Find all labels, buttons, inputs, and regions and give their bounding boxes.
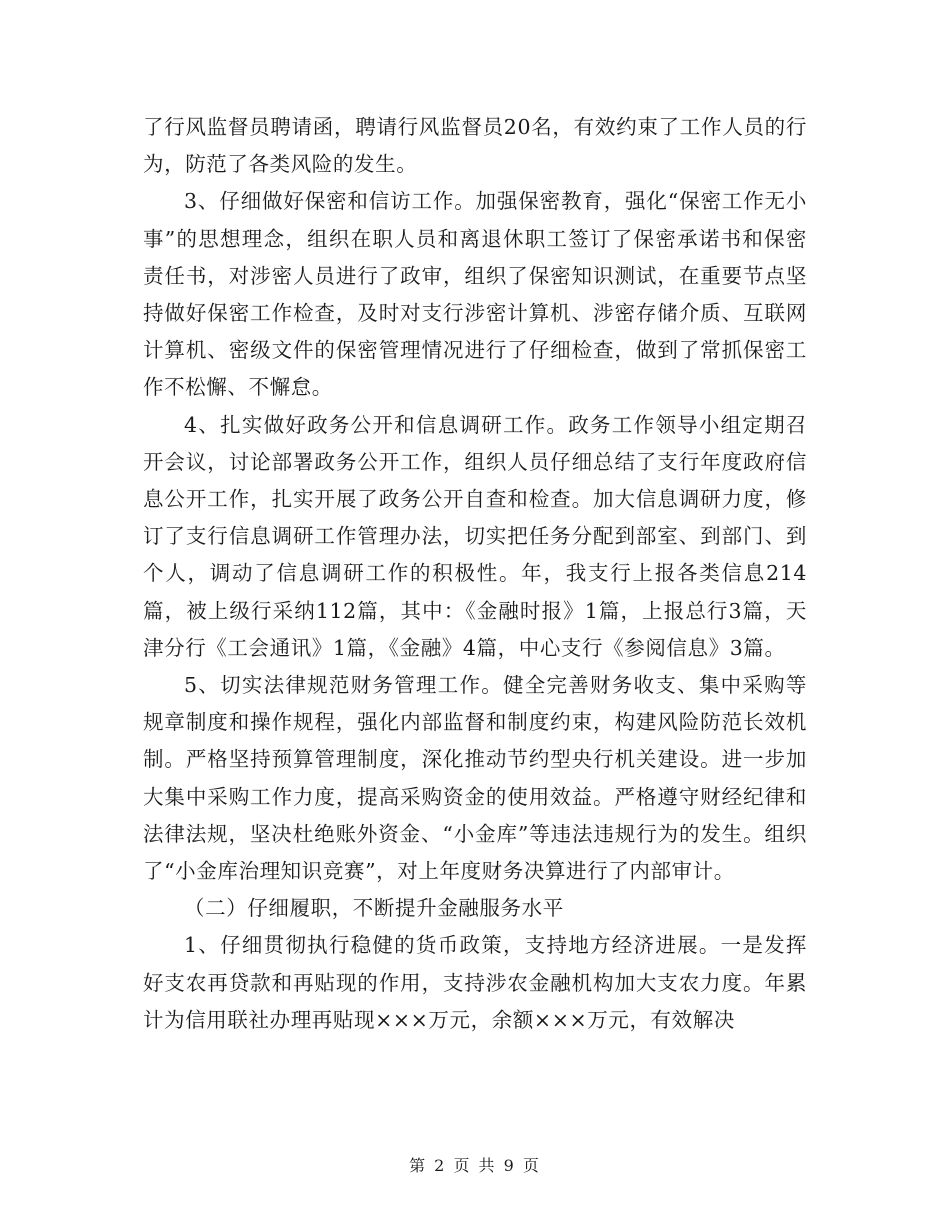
paragraph-section-2-item-1: 1、仔细贯彻执行稳健的货币政策，支持地方经济进展。一是发挥好支农再贷款和再贴现的作用，支持涉农金融机构加大支农力度。年累计为信用联社办理再贴现×××万元，余额×××万元，有效解决: [143, 933, 807, 1032]
document-body: [143, 109, 807, 1039]
paragraph-item-5-financial-management: 5、切实法律规范财务管理工作。健全完善财务收支、集中采购等规章制度和操作规程，强化内部监督和制度约束，构建风险防范长效机制。严格坚持预算管理制度，深化推动节约型央行机关建设。进一步加大集中采购工作力度，提高采购资金的使用效益。严格遵守财经纪律和法律法规，坚决杜绝账外资金、“小金库”等违法违规行为的发生。组织了“小金库治理知识竞赛”，对上年度财务决算进行了内部审计。: [143, 673, 807, 884]
page-number-footer: 第 2 页 共 9 页: [409, 1156, 541, 1175]
paragraph-item-4-government-affairs: 4、扎实做好政务公开和信息调研工作。政务工作领导小组定期召开会议，讨论部署政务公开工作，组织人员仔细总结了支行年度政府信息公开工作，扎实开展了政务公开自查和检查。加大信息调研力度，修订了支行信息调研工作管理办法，切实把任务分配到部室、到部门、到个人，调动了信息调研工作的积极性。年，我支行上报各类信息214篇，被上级行采纳112篇，其中：《金融时报》1篇，上报总行3篇，天津分行《工会通讯》1篇，《金融》4篇，中心支行《参阅信息》3篇。: [143, 412, 807, 660]
paragraph-item-3-confidentiality: 3、仔细做好保密和信访工作。加强保密教育，强化“保密工作无小事”的思想理念，组织在职人员和离退休职工签订了保密承诺书和保密责任书，对涉密人员进行了政审，组织了保密知识测试，在重要节点坚持做好保密工作检查，及时对支行涉密计算机、涉密存储介质、互联网计算机、密级文件的保密管理情况进行了仔细检查，做到了常抓保密工作不松懈、不懈怠。: [143, 189, 807, 400]
section-heading-2: （二）仔细履职，不断提升金融服务水平: [184, 896, 564, 921]
paragraph-continuation: 了行风监督员聘请函，聘请行风监督员20名，有效约束了工作人员的行为，防范了各类风险的发生。: [143, 115, 807, 177]
